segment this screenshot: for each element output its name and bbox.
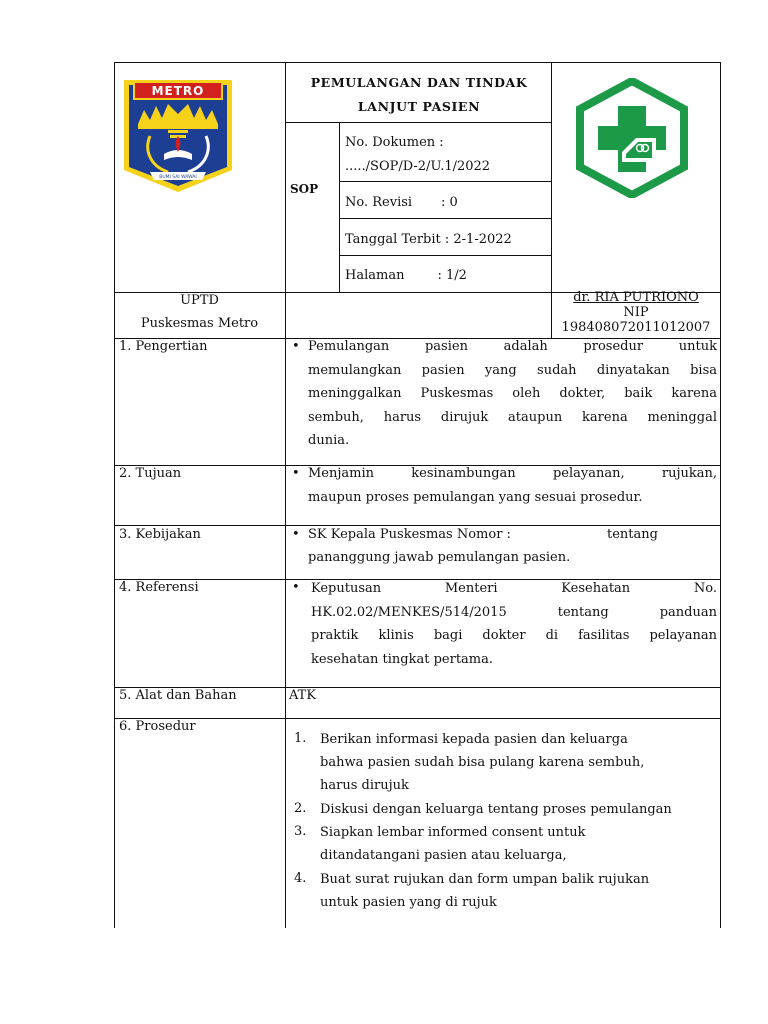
bullet-pengertian: •	[292, 339, 300, 354]
section-label-alat: 5. Alat dan Bahan	[119, 688, 237, 703]
step-line: harus dirujuk	[320, 778, 409, 793]
kebijakan-line1-left: SK Kepala Puskesmas Nomor :	[308, 527, 511, 542]
divider-tanggal	[339, 255, 552, 256]
tujuan-text	[308, 462, 717, 509]
step-number: 3.	[294, 824, 307, 839]
bullet-kebijakan: •	[292, 527, 300, 542]
referensi-line: praktik klinis bagi dokter di fasilitas pelayanan	[311, 628, 717, 643]
section-label-tujuan: 2. Tujuan	[119, 466, 182, 481]
pengertian-line: memulangkan pasien yang sudah dinyatakan bisa	[308, 362, 717, 378]
step-line: Diskusi dengan keluarga tentang proses pemulangan	[320, 802, 672, 817]
table-border-top	[114, 62, 721, 63]
section-label-prosedur: 6. Prosedur	[119, 719, 196, 734]
step-line: ditandatangani pasien atau keluarga,	[320, 848, 567, 863]
divider-title-bottom	[285, 122, 552, 123]
tujuan-line: Menjamin kesinambungan pelayanan, rujukan,	[308, 466, 717, 481]
step-line: bahwa pasien sudah bisa pulang karena sembuh,	[320, 755, 645, 770]
alat-value: ATK	[289, 688, 317, 703]
pengertian-line: Pemulangan pasien adalah prosedur untuk	[308, 339, 717, 354]
puskesmas-logo	[576, 78, 688, 198]
unit-line2: Puskesmas Metro	[140, 316, 259, 331]
doc-number-value: ...../SOP/D-2/U.1/2022	[345, 159, 491, 174]
tujuan-line: maupun proses pemulangan yang sesuai prosedur.	[308, 489, 643, 505]
referensi-text	[311, 577, 717, 671]
step-line: Berikan informasi kepada pasien dan keluarga	[320, 732, 628, 747]
unit-line1: UPTD	[180, 293, 219, 308]
section-label-referensi: 4. Referensi	[119, 580, 199, 595]
bullet-tujuan: •	[292, 466, 300, 481]
divider-logo-title	[285, 62, 286, 928]
signer-name: dr. RIA PUTRIONO	[573, 290, 699, 305]
step-line: Buat surat rujukan dan form umpan balik rujukan	[320, 872, 650, 887]
section-label-kebijakan: 3. Kebijakan	[119, 527, 201, 542]
referensi-line: kesehatan tingkat pertama.	[311, 651, 494, 667]
document-title-line1: PEMULANGAN DAN TINDAK	[310, 75, 528, 90]
section-label-pengertian: 1. Pengertian	[119, 339, 208, 354]
doc-number-label: No. Dokumen :	[345, 135, 444, 150]
nip-value: 198408072011012007	[561, 320, 711, 335]
pengertian-line: sembuh, harus dirujuk ataupun karena meninggal	[308, 409, 717, 425]
pengertian-text	[308, 335, 717, 453]
page-number: Halaman : 1/2	[345, 268, 467, 283]
step-number: 4.	[294, 871, 307, 886]
step-number: 2.	[294, 801, 307, 816]
step-line: Siapkan lembar informed consent untuk	[320, 825, 586, 840]
divider-revisi	[339, 218, 552, 219]
referensi-line: HK.02.02/MENKES/514/2015 tentang panduan	[311, 604, 717, 620]
pengertian-line: dunia.	[308, 433, 350, 448]
issue-date: Tanggal Terbit : 2-1-2022	[345, 232, 512, 247]
divider-alat-bottom	[114, 718, 721, 719]
kebijakan-line2: pananggung jawab pemulangan pasien.	[308, 550, 571, 565]
table-border-right	[720, 62, 721, 928]
table-border-left	[114, 62, 115, 928]
bullet-referensi: •	[292, 580, 300, 595]
sop-label: SOP	[290, 182, 319, 196]
divider-docno	[339, 181, 552, 182]
metro-logo-text: METRO	[151, 84, 205, 98]
pengertian-line: meninggalkan Puskesmas oleh dokter, baik karena	[308, 386, 717, 401]
step-line: untuk pasien yang di rujuk	[320, 895, 497, 910]
document-title-line2: LANJUT PASIEN	[357, 99, 481, 114]
referensi-line: Keputusan Menteri Kesehatan No.	[311, 581, 717, 596]
step-number: 1.	[294, 731, 307, 746]
revision-number: No. Revisi : 0	[345, 195, 458, 210]
nip-label: NIP	[623, 305, 649, 320]
divider-sop-info	[339, 122, 340, 292]
kebijakan-line1-right: tentang	[607, 527, 658, 542]
metro-logo-ribbon: BUMI SAI WAWAI	[159, 175, 197, 180]
metro-city-logo	[120, 74, 236, 194]
divider-title-logo	[551, 62, 552, 338]
